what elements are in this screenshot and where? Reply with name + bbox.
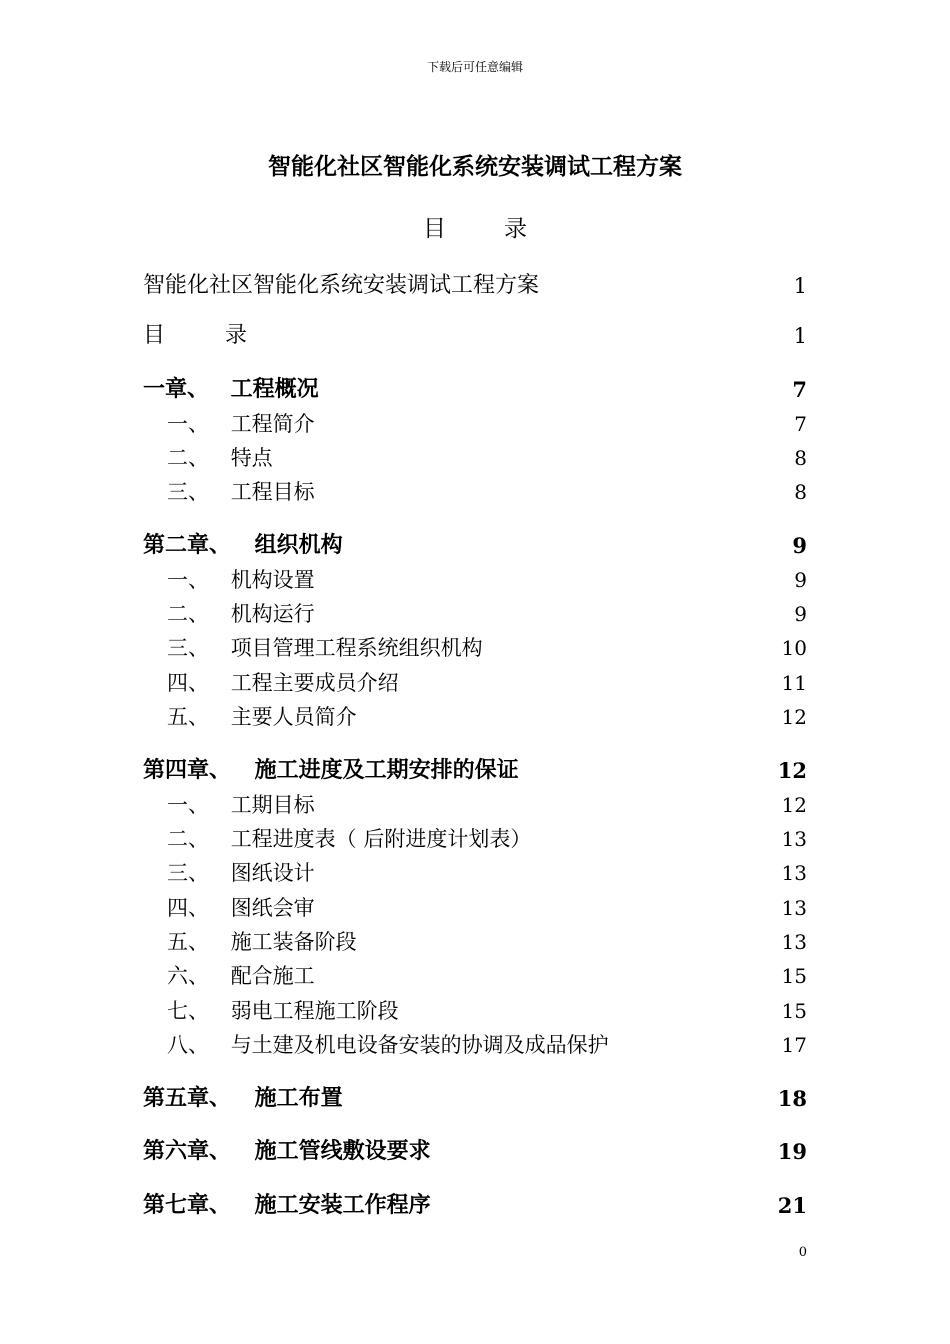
toc-entry-section[interactable] bbox=[143, 1030, 807, 1060]
toc-entry-chapter[interactable] bbox=[143, 1084, 807, 1114]
toc-entry-title: 主要人员简介 bbox=[230, 705, 357, 729]
toc-entry-page: 1 bbox=[793, 274, 807, 298]
toc-entry-section[interactable] bbox=[143, 996, 807, 1026]
toc-entry-section[interactable] bbox=[143, 668, 807, 698]
toc-entry-chapter[interactable] bbox=[143, 1137, 807, 1167]
toc-entry-page: 13 bbox=[781, 861, 807, 885]
toc-entry-section[interactable] bbox=[143, 477, 807, 507]
toc-entry-section[interactable] bbox=[143, 702, 807, 732]
toc-entry-section[interactable] bbox=[143, 790, 807, 820]
toc-heading: 目录 bbox=[423, 216, 585, 242]
toc-entry-title: 工程主要成员介绍 bbox=[230, 671, 399, 695]
toc-entry-section[interactable] bbox=[143, 443, 807, 473]
toc-entry-page: 13 bbox=[781, 827, 807, 851]
toc-entry-page: 11 bbox=[781, 671, 807, 695]
toc-entry-section[interactable] bbox=[143, 599, 807, 629]
toc-entry-page: 8 bbox=[794, 480, 807, 504]
toc-entry-page: 12 bbox=[781, 705, 807, 729]
toc-entry-title: 智能化社区智能化系统安装调试工程方案 bbox=[143, 273, 540, 298]
toc-entry-title: 施工安装工作程序 bbox=[254, 1193, 431, 1218]
toc-entry-title: 施工进度及工期安排的保证 bbox=[254, 758, 519, 783]
toc-entry-page: 13 bbox=[781, 896, 807, 920]
toc-entry-page: 15 bbox=[781, 999, 807, 1023]
toc-entry-page: 19 bbox=[777, 1139, 807, 1164]
toc-entry-section[interactable] bbox=[143, 633, 807, 663]
toc-entry-number: 三、 bbox=[167, 636, 209, 660]
toc-entry-number: 二、 bbox=[167, 827, 209, 851]
toc-entry-number: 三、 bbox=[167, 480, 209, 504]
toc-entry-section[interactable] bbox=[143, 961, 807, 991]
toc-entry-chapter[interactable] bbox=[143, 756, 807, 786]
toc-entry-title: 图纸会审 bbox=[230, 896, 315, 920]
page-number: 0 bbox=[798, 1245, 807, 1260]
toc-entry-section[interactable] bbox=[143, 409, 807, 439]
toc-entry-title: 项目管理工程系统组织机构 bbox=[230, 636, 483, 660]
toc-entry-number: 二、 bbox=[167, 602, 209, 626]
toc-entry-title: 与土建及机电设备安装的协调及成品保护 bbox=[230, 1033, 609, 1057]
toc-entry-number: 五、 bbox=[167, 705, 209, 729]
toc-entry[interactable] bbox=[143, 271, 807, 301]
toc-entry-section[interactable] bbox=[143, 858, 807, 888]
toc-entry-number: 一、 bbox=[167, 793, 209, 817]
toc-entry-number: 四、 bbox=[167, 896, 209, 920]
toc-entry-number: 第二章、 bbox=[143, 533, 232, 558]
toc-entry-page: 7 bbox=[792, 377, 807, 402]
toc-entry-number: 三、 bbox=[167, 861, 209, 885]
toc-entry-page: 8 bbox=[794, 446, 807, 470]
toc-entry-page: 10 bbox=[781, 636, 807, 660]
toc-entry-page: 18 bbox=[777, 1086, 807, 1111]
toc-entry-page: 9 bbox=[794, 568, 807, 592]
toc-entry-chapter[interactable] bbox=[143, 1191, 807, 1221]
toc-entry-chapter[interactable] bbox=[143, 375, 807, 405]
toc-entry-section[interactable] bbox=[143, 927, 807, 957]
toc-entry-page: 13 bbox=[781, 930, 807, 954]
toc-entry-page: 15 bbox=[781, 964, 807, 988]
toc-entry-title: 工程目标 bbox=[230, 480, 315, 504]
document-title: 智能化社区智能化系统安装调试工程方案 bbox=[268, 154, 682, 180]
toc-entry-number: 一、 bbox=[167, 412, 209, 436]
toc-entry-number: 二、 bbox=[167, 446, 209, 470]
toc-entry-title: 工程进度表（ 后附进度计划表） bbox=[230, 827, 532, 851]
toc-entry-page: 7 bbox=[794, 412, 807, 436]
toc-entry-page: 21 bbox=[777, 1193, 807, 1218]
toc-entry[interactable] bbox=[143, 321, 807, 351]
toc-entry-number: 第五章、 bbox=[143, 1086, 232, 1111]
toc-entry-title: 组织机构 bbox=[254, 533, 343, 558]
toc-entry-number: 四、 bbox=[167, 671, 209, 695]
toc-entry-title: 施工布置 bbox=[254, 1086, 343, 1111]
toc-entry-number: 六、 bbox=[167, 964, 209, 988]
toc-entry-chapter[interactable] bbox=[143, 531, 807, 561]
header-note: 下载后可任意编辑 bbox=[426, 60, 523, 74]
toc-entry-page: 12 bbox=[777, 758, 807, 783]
toc-entry-title: 机构运行 bbox=[230, 602, 315, 626]
toc-entry-title: 机构设置 bbox=[230, 568, 315, 592]
toc-entry-number: 五、 bbox=[167, 930, 209, 954]
toc-entry-title: 图纸设计 bbox=[230, 861, 315, 885]
toc-entry-page: 12 bbox=[781, 793, 807, 817]
toc-entry-title: 特点 bbox=[230, 446, 273, 470]
toc-entry-title: 工期目标 bbox=[230, 793, 315, 817]
toc-entry-number: 第六章、 bbox=[143, 1139, 232, 1164]
toc-entry-section[interactable] bbox=[143, 824, 807, 854]
toc-entry-number: 七、 bbox=[167, 999, 209, 1023]
toc-entry-title: 配合施工 bbox=[230, 964, 315, 988]
toc-entry-number: 一、 bbox=[167, 568, 209, 592]
toc-entry-number: 八、 bbox=[167, 1033, 209, 1057]
toc-entry-number: 第四章、 bbox=[143, 758, 232, 783]
toc-entry-title: 工程概况 bbox=[230, 377, 319, 402]
toc-entry-page: 1 bbox=[793, 324, 807, 348]
toc-entry-page: 17 bbox=[781, 1033, 807, 1057]
toc-entry-title: 目录 bbox=[143, 323, 308, 348]
toc-entry-number: 一章、 bbox=[143, 377, 210, 402]
toc-entry-section[interactable] bbox=[143, 565, 807, 595]
toc-entry-page: 9 bbox=[794, 602, 807, 626]
toc-entry-title: 弱电工程施工阶段 bbox=[230, 999, 399, 1023]
toc-entry-title: 施工管线敷设要求 bbox=[254, 1139, 431, 1164]
toc-entry-number: 第七章、 bbox=[143, 1193, 232, 1218]
toc-entry-section[interactable] bbox=[143, 893, 807, 923]
toc-entry-page: 9 bbox=[792, 533, 807, 558]
toc-entry-title: 工程简介 bbox=[230, 412, 315, 436]
toc-entry-title: 施工装备阶段 bbox=[230, 930, 357, 954]
